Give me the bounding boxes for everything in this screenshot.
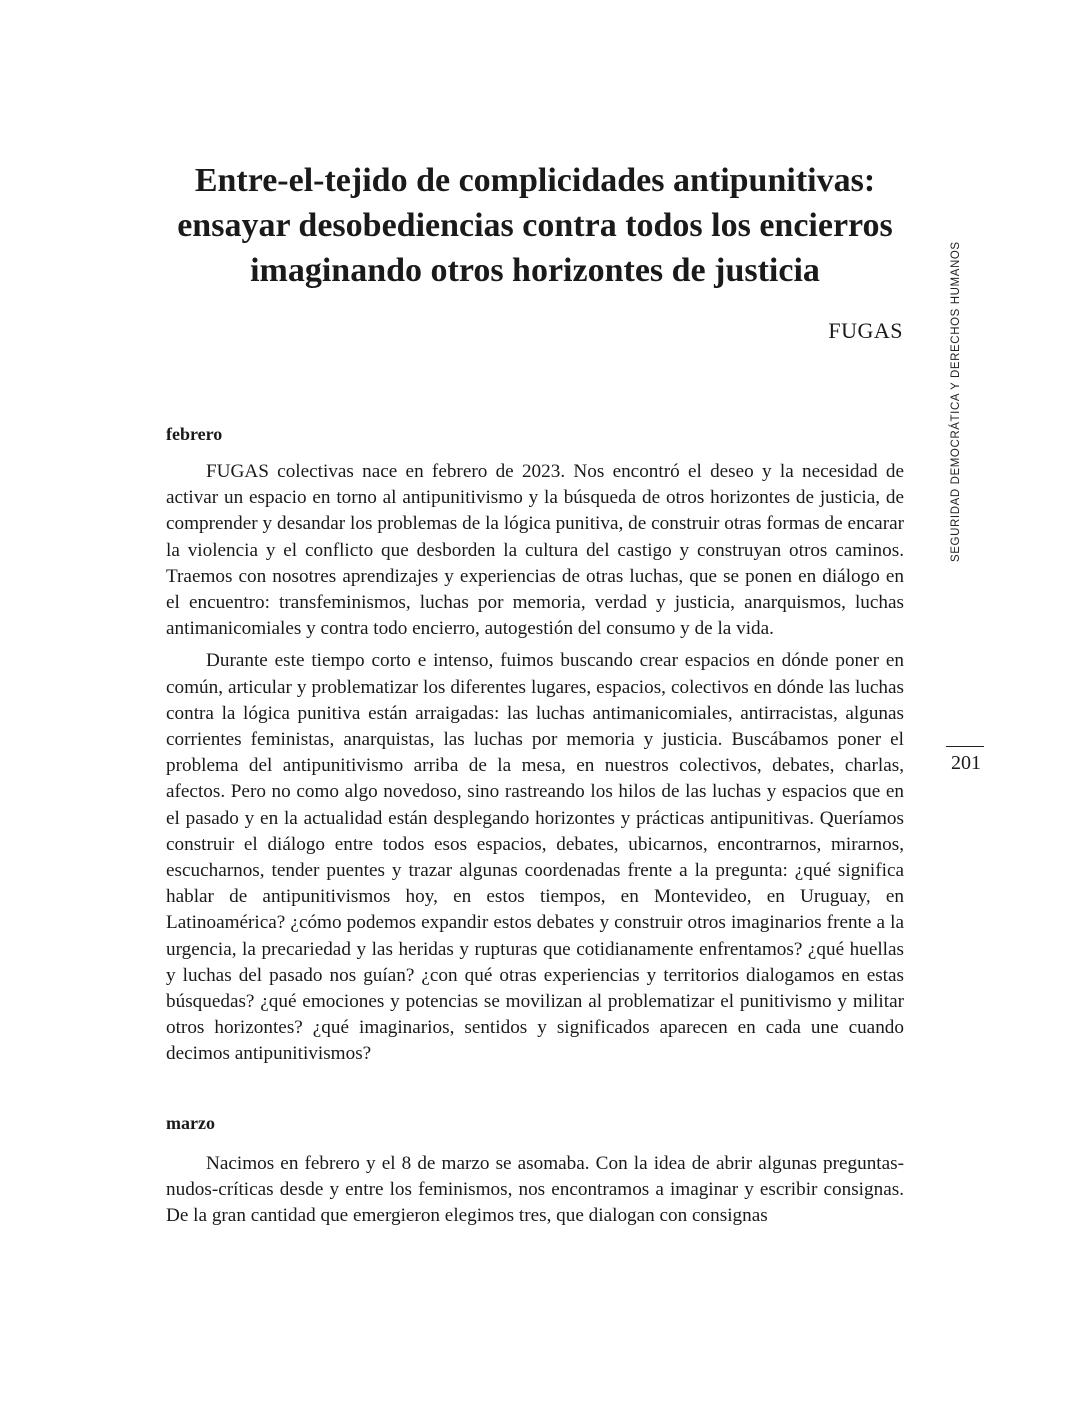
section-body-marzo [166, 1151, 904, 1236]
running-head: SEGURIDAD DEMOCRÁTICA Y DERECHOS HUMANOS [950, 241, 962, 562]
paragraph: FUGAS colectivas nace en febrero de 2023. Nos encontró el deseo y la necesidad de activar un espacio en torno al antipunitivismo y la búsqueda de otros horizontes de justicia, de comprender y desandar los problemas de la lógica punitiva, de construir otras formas de encarar la violencia y el conflicto que desborden la cultura del castigo y construyan otros caminos. Traemos con nosotres aprendizajes y experiencias de otras luchas, que se ponen en diálogo en el encuentro: transfeminismos, luchas por memoria, verdad y justicia, anarquismos, luchas antimanicomiales y contra todo encierro, autogestión del consumo y de la vida. [166, 461, 904, 640]
article-title-line: ensayar desobediencias contra todos los encierros [177, 207, 893, 244]
page-number: 201 [951, 752, 981, 774]
article-title-line: Entre-el-tejido de complicidades antipunitivas: [194, 162, 876, 199]
article-title-line: imaginando otros horizontes de justicia [250, 252, 820, 289]
paragraph: Nacimos en febrero y el 8 de marzo se asomaba. Con la idea de abrir algunas preguntas-nudos-críticas desde y entre los feminismos, nos encontramos a imaginar y escribir consignas. De la gran cantidad que emergieron elegimos tres, que dialogan con consignas [166, 1153, 904, 1227]
article-author: FUGAS [828, 318, 903, 343]
paragraph: Durante este tiempo corto e intenso, fuimos buscando crear espacios en dónde poner en común, articular y problematizar los diferentes lugares, espacios, colectivos en dónde las luchas contra la lógica punitiva están arraigadas: las luchas antimanicomiales, antirracistas, algunas corrientes feministas, anarquistas, las luchas por memoria y justicia. Buscábamos poner el problema del antipunitivismo arriba de la mesa, en nuestros colectivos, debates, charlas, afectos. Pero no como algo novedoso, sino rastreando los hilos de las luchas y espacios que en el pasado y en la actualidad están desplegando horizontes y prácticas antipunitivas. Queríamos construir el diálogo entre todos esos espacios, debates, ubicarnos, encontrarnos, mirarnos, escucharnos, tender puentes y trazar algunas coordenadas frente a la pregunta: ¿qué significa hablar de antipunitivismos hoy, en estos tiempos, en Montevideo, en Uruguay, en Latinoamérica? ¿cómo podemos expandir estos debates y construir otros imaginarios frente a la urgencia, la precariedad y las heridas y rupturas que cotidianamente enfrentamos? ¿qué huellas y luchas del pasado nos guían? ¿con qué otras experiencias y territorios dialogamos en estas búsquedas? ¿qué emociones y potencias se movilizan al problematizar el punitivismo y militar otros horizontes? ¿qué imaginarios, sentidos y significados aparecen en cada une cuando decimos antipunitivismos? [166, 650, 904, 1065]
section-body-febrero [166, 459, 904, 1074]
article-title [150, 158, 920, 293]
page-number-rule [946, 746, 984, 747]
section-heading-marzo: marzo [166, 1113, 215, 1133]
section-heading-febrero: febrero [166, 424, 223, 444]
